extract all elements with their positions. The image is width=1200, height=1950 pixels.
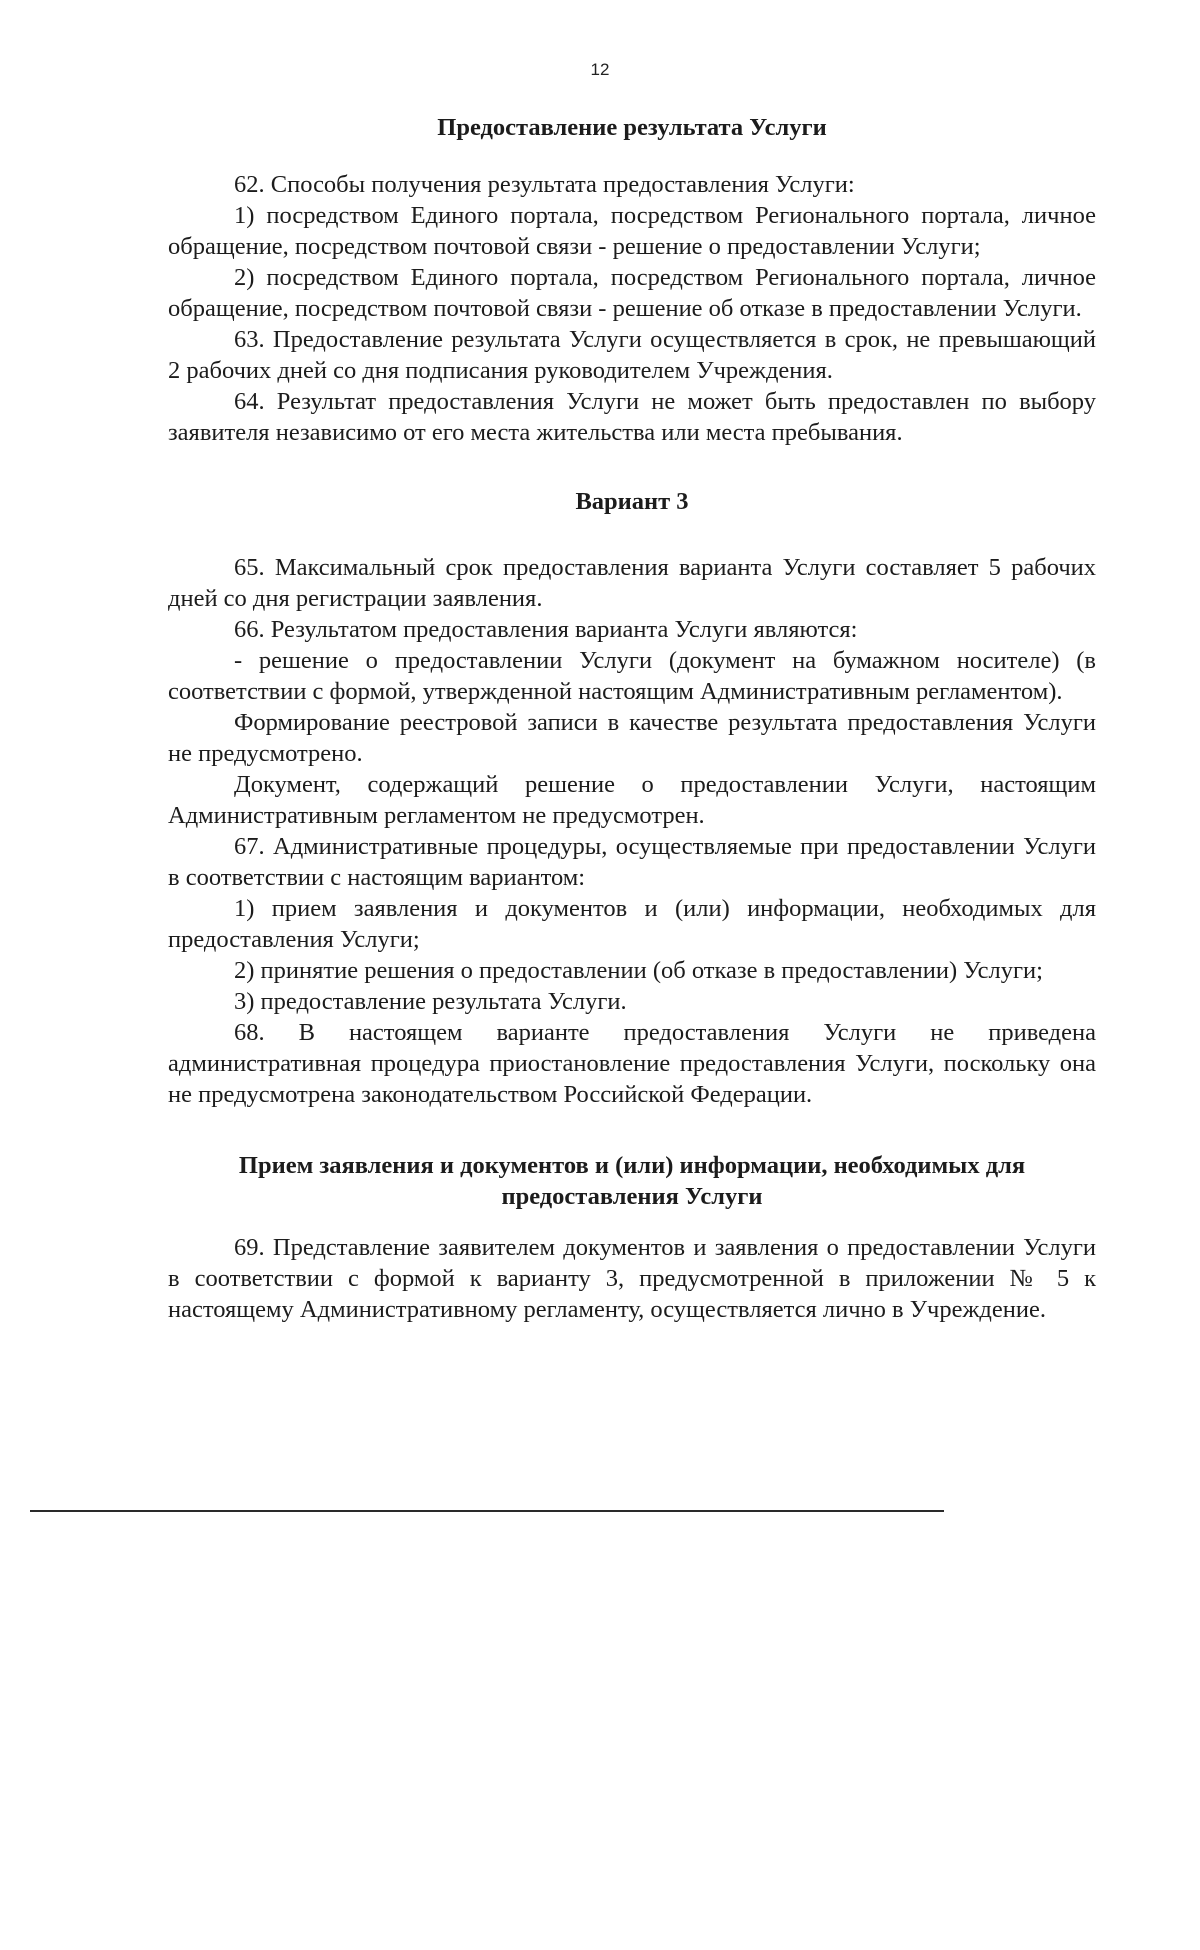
paragraph-67: 67. Административные процедуры, осуществляемые при предоставлении Услуги в соответствии с настоящим вариантом: xyxy=(168,833,1096,891)
section-heading-application: Прием заявления и документов и (или) информации, необходимых для предоставления Услуги xyxy=(238,1152,1026,1210)
paragraph-67-item-3: 3) предоставление результата Услуги. xyxy=(234,988,627,1015)
section-heading-result: Предоставление результата Услуги xyxy=(437,114,827,141)
paragraph-66: 66. Результатом предоставления варианта Услуги являются: xyxy=(234,616,858,643)
paragraph-62-item-2: 2) посредством Единого портала, посредством Регионального портала, личное обращение, посредством почтовой связи - решение об отказе в предоставлении Услуги. xyxy=(168,264,1096,322)
paragraph-68: 68. В настоящем варианте предоставления Услуги не приведена административная процедура приостановление предоставления Услуги, поскольку она не предусмотрена законодательством Российской Федерации. xyxy=(168,1019,1096,1108)
paragraph-66-note-2: Документ, содержащий решение о предоставлении Услуги, настоящим Административным регламентом не предусмотрен. xyxy=(168,771,1096,829)
paragraph-69: 69. Представление заявителем документов и заявления о предоставлении Услуги в соответствии с формой к варианту 3, предусмотренной в приложении № 5 к настоящему Административному регламенту, осуществляется лично в Учреждение. xyxy=(168,1234,1096,1323)
paragraph-66-item: - решение о предоставлении Услуги (документ на бумажном носителе) (в соответствии с формой, утвержденной настоящим Административным регламентом). xyxy=(168,647,1096,705)
paragraph-64: 64. Результат предоставления Услуги не может быть предоставлен по выбору заявителя независимо от его места жительства или места пребывания. xyxy=(168,388,1096,446)
paragraph-66-note-1: Формирование реестровой записи в качестве результата предоставления Услуги не предусмотрено. xyxy=(168,709,1096,767)
section-heading-variant-3: Вариант 3 xyxy=(575,488,689,515)
paragraph-62-item-1: 1) посредством Единого портала, посредством Регионального портала, личное обращение, посредством почтовой связи - решение о предоставлении Услуги; xyxy=(168,202,1096,260)
paragraph-67-item-1: 1) прием заявления и документов и (или) информации, необходимых для предоставления Услуги; xyxy=(168,895,1096,953)
page-number: 12 xyxy=(590,60,610,79)
footer-divider xyxy=(30,1510,944,1512)
paragraph-65: 65. Максимальный срок предоставления варианта Услуги составляет 5 рабочих дней со дня регистрации заявления. xyxy=(168,554,1096,612)
paragraph-63: 63. Предоставление результата Услуги осуществляется в срок, не превышающий 2 рабочих дней со дня подписания руководителем Учреждения. xyxy=(168,326,1096,384)
document-body xyxy=(168,112,1096,1325)
paragraph-62: 62. Способы получения результата предоставления Услуги: xyxy=(234,171,855,198)
paragraph-67-item-2: 2) принятие решения о предоставлении (об отказе в предоставлении) Услуги; xyxy=(234,957,1043,984)
